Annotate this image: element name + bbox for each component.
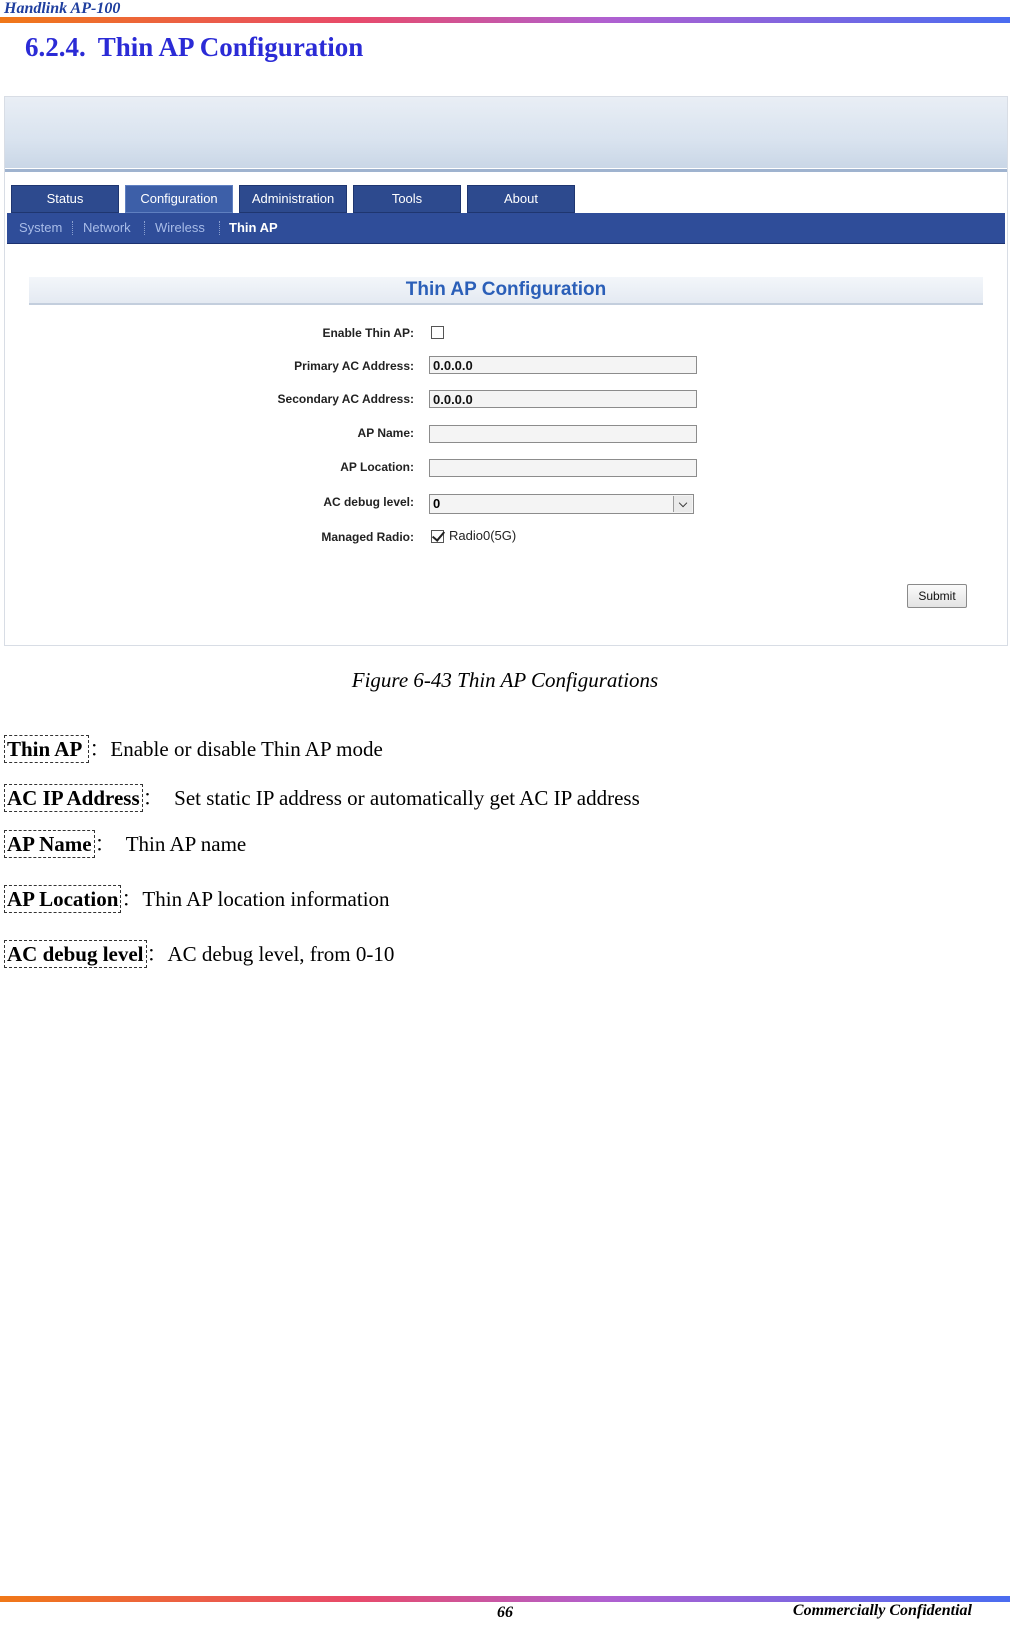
subnav-wireless[interactable]: Wireless [155,220,205,235]
primary-ac-input[interactable]: 0.0.0.0 [429,356,697,374]
ap-location-label: AP Location: [340,460,414,474]
definition-ac-debug-level: AC debug level ：AC debug level, from 0-10 [4,938,394,968]
definition-term: AC IP Address [4,784,143,812]
subnav-thin-ap[interactable]: Thin AP [229,220,278,235]
ac-debug-level-value: 0 [433,496,441,511]
definition-text: Set static IP address or automatically get AC IP address [163,786,640,810]
definition-term: AP Name [4,830,95,858]
secondary-ac-label: Secondary AC Address: [277,392,414,406]
tab-configuration[interactable]: Configuration [125,185,233,213]
definition-text: AC debug level, from 0-10 [167,942,395,966]
screenshot-figure [4,96,1008,646]
tab-administration[interactable]: Administration [239,185,347,213]
confidential-notice: Commercially Confidential [792,1602,972,1619]
definition-text: Enable or disable Thin AP mode [110,737,383,761]
managed-radio-checkbox[interactable] [431,530,444,543]
page-number: 66 [497,1604,513,1621]
definition-ap-name: AP Name ： Thin AP name [4,828,246,858]
definition-ac-ip-address: AC IP Address ： Set static IP address or automatically get AC IP address [4,782,640,812]
ap-location-input[interactable] [429,459,697,477]
tab-status[interactable]: Status [11,185,119,213]
submit-button[interactable]: Submit [907,584,967,608]
ac-debug-level-select[interactable] [429,494,694,514]
enable-thin-ap-checkbox[interactable] [431,326,444,339]
ap-name-input[interactable] [429,425,697,443]
definition-term: AC debug level [4,940,147,968]
subnav-network[interactable]: Network [83,220,131,235]
figure-caption: Figure 6-43 Thin AP Configurations [351,668,659,692]
chevron-down-icon: ⌵ [673,496,692,512]
definition-term: Thin AP [4,735,89,763]
banner [5,97,1007,172]
document-header-title: Handlink AP-100 [4,0,121,17]
ap-name-label: AP Name: [357,426,414,440]
managed-radio-label: Managed Radio: [321,530,414,544]
tab-about[interactable]: About [467,185,575,213]
definition-thin-ap: Thin AP ：Enable or disable Thin AP mode [4,733,383,763]
secondary-ac-input[interactable]: 0.0.0.0 [429,390,697,408]
definition-term: AP Location [4,885,121,913]
section-number: 6.2.4. [25,32,86,62]
enable-thin-ap-label: Enable Thin AP: [322,326,414,340]
header-divider [0,17,1010,23]
panel-title: Thin AP Configuration [405,279,607,300]
panel-title-bar [29,277,983,305]
definition-text: Thin AP name [115,832,247,856]
section-title: Thin AP Configuration [97,32,364,62]
definition-text: Thin AP location information [142,887,390,911]
primary-ac-label: Primary AC Address: [294,359,414,373]
ac-debug-level-label: AC debug level: [323,495,414,509]
radio0-option-label: Radio0(5G) [449,528,517,543]
definition-ap-location: AP Location ：Thin AP location information [4,883,390,913]
subnav-system[interactable]: System [19,220,63,235]
sub-navigation [7,213,1005,244]
section-heading [25,32,363,63]
tab-tools[interactable]: Tools [353,185,461,213]
